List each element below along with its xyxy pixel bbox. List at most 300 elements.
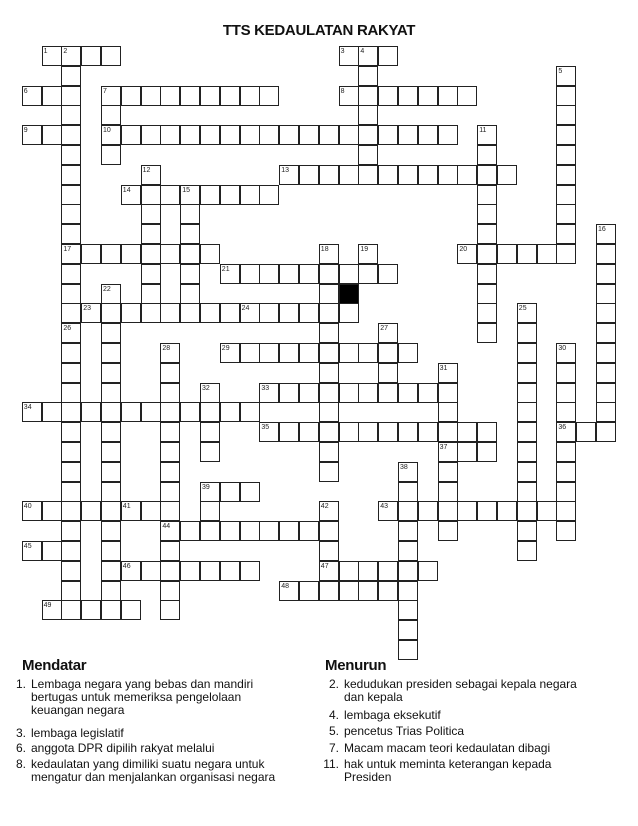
grid-cell[interactable] — [101, 244, 121, 264]
grid-cell[interactable] — [438, 383, 458, 403]
grid-cell[interactable] — [180, 86, 200, 106]
grid-cell[interactable] — [556, 363, 576, 383]
grid-cell[interactable] — [378, 383, 398, 403]
grid-cell[interactable] — [358, 422, 378, 442]
grid-cell[interactable] — [220, 561, 240, 581]
grid-cell[interactable] — [240, 561, 260, 581]
grid-cell[interactable] — [61, 561, 81, 581]
grid-cell[interactable] — [596, 343, 616, 363]
grid-cell[interactable] — [299, 125, 319, 145]
grid-cell[interactable] — [160, 422, 180, 442]
grid-cell[interactable] — [398, 501, 418, 521]
grid-cell[interactable] — [220, 86, 240, 106]
grid-cell[interactable] — [438, 521, 458, 541]
clue-number: 7 — [103, 87, 107, 95]
grid-cell[interactable] — [61, 422, 81, 442]
grid-cell[interactable] — [358, 383, 378, 403]
grid-cell[interactable] — [477, 264, 497, 284]
grid-cell[interactable] — [477, 185, 497, 205]
grid-cell[interactable] — [299, 383, 319, 403]
grid-cell[interactable] — [378, 165, 398, 185]
grid-cell[interactable] — [141, 402, 161, 422]
grid-cell[interactable] — [339, 125, 359, 145]
grid-cell[interactable] — [418, 86, 438, 106]
grid-cell[interactable] — [398, 541, 418, 561]
grid-cell[interactable] — [358, 66, 378, 86]
grid-cell[interactable] — [81, 46, 101, 66]
grid-cell[interactable] — [61, 185, 81, 205]
grid-cell[interactable] — [61, 165, 81, 185]
grid-cell[interactable] — [319, 383, 339, 403]
grid-cell[interactable] — [299, 264, 319, 284]
grid-cell[interactable] — [141, 185, 161, 205]
grid-cell[interactable] — [556, 383, 576, 403]
grid-cell[interactable] — [101, 482, 121, 502]
grid-cell[interactable] — [398, 86, 418, 106]
grid-cell[interactable] — [180, 244, 200, 264]
grid-cell[interactable] — [180, 224, 200, 244]
grid-cell[interactable] — [180, 264, 200, 284]
grid-cell[interactable] — [61, 402, 81, 422]
grid-cell[interactable] — [299, 422, 319, 442]
grid-cell[interactable] — [339, 581, 359, 601]
grid-cell[interactable] — [596, 363, 616, 383]
grid-cell[interactable] — [61, 264, 81, 284]
grid-cell[interactable] — [319, 125, 339, 145]
grid-cell[interactable] — [61, 343, 81, 363]
grid-cell[interactable] — [180, 303, 200, 323]
grid-cell[interactable] — [200, 521, 220, 541]
grid-cell[interactable] — [200, 561, 220, 581]
grid-cell[interactable] — [259, 343, 279, 363]
grid-cell[interactable] — [101, 46, 121, 66]
grid-cell[interactable] — [596, 383, 616, 403]
grid-cell[interactable] — [457, 422, 477, 442]
grid-cell[interactable] — [160, 383, 180, 403]
grid-cell[interactable] — [101, 422, 121, 442]
grid-cell[interactable] — [121, 600, 141, 620]
grid-cell[interactable] — [121, 402, 141, 422]
grid-cell[interactable] — [457, 442, 477, 462]
grid-cell[interactable] — [556, 482, 576, 502]
grid-cell[interactable] — [101, 501, 121, 521]
grid-cell[interactable] — [81, 501, 101, 521]
grid-cell[interactable] — [477, 224, 497, 244]
grid-cell[interactable] — [517, 462, 537, 482]
grid-cell[interactable] — [497, 501, 517, 521]
grid-cell[interactable] — [339, 561, 359, 581]
grid-cell[interactable] — [160, 581, 180, 601]
grid-cell[interactable] — [556, 145, 576, 165]
grid-cell[interactable] — [339, 422, 359, 442]
grid-cell[interactable] — [438, 422, 458, 442]
grid-cell[interactable] — [160, 86, 180, 106]
grid-cell[interactable] — [517, 244, 537, 264]
grid-cell[interactable] — [596, 284, 616, 304]
grid-cell[interactable] — [160, 482, 180, 502]
grid-cell[interactable] — [339, 343, 359, 363]
grid-cell[interactable] — [477, 323, 497, 343]
grid-cell[interactable] — [220, 521, 240, 541]
grid-cell[interactable] — [556, 244, 576, 264]
grid-cell[interactable] — [418, 422, 438, 442]
grid-cell[interactable] — [279, 303, 299, 323]
grid-cell[interactable] — [378, 125, 398, 145]
grid-cell[interactable] — [200, 422, 220, 442]
grid-cell[interactable] — [358, 581, 378, 601]
grid-cell[interactable] — [259, 185, 279, 205]
grid-cell[interactable] — [556, 521, 576, 541]
grid-cell[interactable] — [141, 244, 161, 264]
grid-cell[interactable] — [319, 303, 339, 323]
grid-cell[interactable] — [81, 600, 101, 620]
grid-cell[interactable] — [101, 303, 121, 323]
grid-cell[interactable] — [101, 402, 121, 422]
grid-cell[interactable] — [398, 165, 418, 185]
grid-cell[interactable] — [160, 244, 180, 264]
grid-cell[interactable] — [556, 501, 576, 521]
grid-cell[interactable] — [398, 620, 418, 640]
grid-cell[interactable] — [596, 303, 616, 323]
grid-cell[interactable] — [160, 303, 180, 323]
grid-cell[interactable] — [358, 165, 378, 185]
grid-cell[interactable] — [61, 581, 81, 601]
grid-cell[interactable] — [358, 343, 378, 363]
grid-cell[interactable] — [61, 482, 81, 502]
grid-cell[interactable] — [457, 501, 477, 521]
grid-cell[interactable] — [101, 442, 121, 462]
grid-cell[interactable] — [398, 383, 418, 403]
grid-cell[interactable] — [556, 165, 576, 185]
grid-cell[interactable] — [378, 561, 398, 581]
grid-cell[interactable] — [517, 482, 537, 502]
grid-cell[interactable] — [596, 244, 616, 264]
grid-cell[interactable] — [160, 402, 180, 422]
grid-cell[interactable] — [299, 165, 319, 185]
grid-cell[interactable] — [319, 323, 339, 343]
grid-cell[interactable] — [596, 264, 616, 284]
grid-cell[interactable] — [398, 343, 418, 363]
grid-cell[interactable] — [101, 343, 121, 363]
grid-cell[interactable] — [61, 363, 81, 383]
grid-cell[interactable] — [81, 244, 101, 264]
grid-cell[interactable] — [101, 105, 121, 125]
grid-cell[interactable] — [279, 521, 299, 541]
grid-cell[interactable] — [200, 303, 220, 323]
grid-cell[interactable] — [160, 561, 180, 581]
grid-cell[interactable] — [556, 224, 576, 244]
grid-cell[interactable] — [556, 462, 576, 482]
grid-cell[interactable] — [240, 343, 260, 363]
grid-cell[interactable] — [319, 402, 339, 422]
grid-cell[interactable] — [101, 581, 121, 601]
grid-cell[interactable] — [438, 165, 458, 185]
grid-cell[interactable] — [279, 422, 299, 442]
grid-cell[interactable] — [200, 185, 220, 205]
grid-cell[interactable] — [141, 303, 161, 323]
grid-cell[interactable] — [180, 125, 200, 145]
grid-cell[interactable] — [299, 343, 319, 363]
grid-cell[interactable] — [42, 402, 62, 422]
grid-cell[interactable] — [418, 501, 438, 521]
grid-cell[interactable] — [358, 561, 378, 581]
grid-cell[interactable] — [319, 581, 339, 601]
grid-cell[interactable] — [61, 66, 81, 86]
grid-cell[interactable] — [200, 442, 220, 462]
grid-cell[interactable] — [556, 86, 576, 106]
grid-cell[interactable] — [556, 105, 576, 125]
grid-cell[interactable] — [418, 125, 438, 145]
grid-cell[interactable] — [279, 383, 299, 403]
grid-cell[interactable] — [438, 402, 458, 422]
grid-cell[interactable] — [141, 264, 161, 284]
grid-cell[interactable] — [240, 402, 260, 422]
grid-cell[interactable] — [477, 422, 497, 442]
grid-cell[interactable] — [517, 363, 537, 383]
grid-cell[interactable] — [61, 521, 81, 541]
grid-cell[interactable] — [339, 165, 359, 185]
grid-cell[interactable] — [497, 244, 517, 264]
grid-cell[interactable] — [160, 185, 180, 205]
grid-cell[interactable] — [61, 105, 81, 125]
grid-cell[interactable] — [160, 541, 180, 561]
grid-cell[interactable] — [319, 521, 339, 541]
grid-cell[interactable] — [259, 303, 279, 323]
grid-cell[interactable] — [259, 264, 279, 284]
grid-cell[interactable] — [398, 521, 418, 541]
grid-cell[interactable] — [42, 541, 62, 561]
grid-cell[interactable] — [299, 303, 319, 323]
grid-cell[interactable] — [339, 264, 359, 284]
grid-cell[interactable] — [101, 145, 121, 165]
grid-cell[interactable] — [141, 501, 161, 521]
grid-cell[interactable] — [141, 224, 161, 244]
grid-cell[interactable] — [457, 86, 477, 106]
grid-cell[interactable] — [101, 541, 121, 561]
grid-cell[interactable] — [101, 600, 121, 620]
grid-cell[interactable] — [220, 125, 240, 145]
grid-cell[interactable] — [101, 363, 121, 383]
grid-cell[interactable] — [477, 284, 497, 304]
grid-cell[interactable] — [141, 204, 161, 224]
grid-cell[interactable] — [537, 501, 557, 521]
grid-cell[interactable] — [438, 86, 458, 106]
grid-cell[interactable] — [279, 343, 299, 363]
grid-cell[interactable] — [121, 244, 141, 264]
grid-cell[interactable] — [220, 402, 240, 422]
grid-cell[interactable] — [180, 561, 200, 581]
grid-cell[interactable] — [418, 383, 438, 403]
grid-cell[interactable] — [160, 442, 180, 462]
grid-cell[interactable] — [517, 501, 537, 521]
grid-cell[interactable] — [160, 363, 180, 383]
grid-cell[interactable] — [358, 145, 378, 165]
grid-cell[interactable] — [141, 284, 161, 304]
grid-cell[interactable] — [398, 125, 418, 145]
grid-cell[interactable] — [200, 402, 220, 422]
grid-cell[interactable] — [160, 600, 180, 620]
grid-cell[interactable] — [61, 125, 81, 145]
grid-cell[interactable] — [240, 125, 260, 145]
grid-cell[interactable] — [358, 125, 378, 145]
grid-cell[interactable] — [378, 46, 398, 66]
grid-cell[interactable] — [180, 204, 200, 224]
grid-cell[interactable] — [240, 521, 260, 541]
grid-cell[interactable] — [596, 323, 616, 343]
grid-cell[interactable] — [358, 86, 378, 106]
grid-cell[interactable] — [61, 541, 81, 561]
grid-cell[interactable] — [319, 165, 339, 185]
grid-cell[interactable] — [279, 264, 299, 284]
grid-cell[interactable] — [517, 343, 537, 363]
grid-cell[interactable] — [141, 125, 161, 145]
grid-cell[interactable] — [438, 125, 458, 145]
grid-cell[interactable] — [438, 501, 458, 521]
grid-cell[interactable] — [378, 343, 398, 363]
grid-cell[interactable] — [180, 284, 200, 304]
grid-cell[interactable] — [61, 462, 81, 482]
grid-cell[interactable] — [61, 501, 81, 521]
grid-cell[interactable] — [477, 501, 497, 521]
grid-cell[interactable] — [477, 165, 497, 185]
grid-cell[interactable] — [517, 383, 537, 403]
grid-cell[interactable] — [477, 303, 497, 323]
grid-cell[interactable] — [596, 402, 616, 422]
grid-cell[interactable] — [121, 303, 141, 323]
grid-cell[interactable] — [61, 86, 81, 106]
grid-cell[interactable] — [121, 125, 141, 145]
grid-cell[interactable] — [398, 640, 418, 660]
grid-cell[interactable] — [220, 303, 240, 323]
grid-cell[interactable] — [240, 264, 260, 284]
grid-cell[interactable] — [141, 561, 161, 581]
grid-cell[interactable] — [240, 482, 260, 502]
grid-cell[interactable] — [319, 442, 339, 462]
clue-number: 18 — [320, 246, 329, 253]
grid-cell[interactable] — [259, 521, 279, 541]
grid-cell[interactable] — [101, 561, 121, 581]
grid-cell[interactable] — [101, 323, 121, 343]
grid-cell[interactable] — [240, 86, 260, 106]
grid-cell[interactable] — [141, 86, 161, 106]
grid-cell[interactable] — [556, 204, 576, 224]
grid-cell[interactable] — [61, 600, 81, 620]
grid-cell[interactable] — [517, 521, 537, 541]
grid-cell[interactable] — [200, 501, 220, 521]
grid-cell[interactable] — [299, 521, 319, 541]
grid-cell[interactable] — [418, 165, 438, 185]
grid-cell[interactable] — [398, 600, 418, 620]
grid-cell[interactable] — [259, 125, 279, 145]
grid-cell[interactable] — [200, 86, 220, 106]
grid-cell[interactable] — [378, 264, 398, 284]
grid-cell[interactable] — [556, 185, 576, 205]
grid-cell[interactable] — [358, 264, 378, 284]
grid-cell[interactable] — [299, 581, 319, 601]
grid-cell[interactable] — [61, 442, 81, 462]
grid-cell[interactable] — [42, 86, 62, 106]
grid-cell[interactable] — [61, 383, 81, 403]
grid-cell[interactable] — [438, 482, 458, 502]
grid-cell[interactable] — [319, 264, 339, 284]
grid-cell[interactable] — [101, 462, 121, 482]
grid-cell[interactable] — [556, 402, 576, 422]
grid-cell[interactable] — [576, 422, 596, 442]
grid-cell[interactable] — [160, 462, 180, 482]
grid-cell[interactable] — [517, 442, 537, 462]
grid-cell[interactable] — [556, 442, 576, 462]
grid-cell[interactable] — [81, 402, 101, 422]
grid-cell[interactable] — [418, 561, 438, 581]
grid-cell[interactable] — [42, 125, 62, 145]
grid-cell[interactable] — [61, 145, 81, 165]
grid-cell[interactable] — [378, 422, 398, 442]
clue-number: 2 — [63, 48, 68, 55]
grid-cell[interactable] — [378, 363, 398, 383]
grid-cell[interactable] — [101, 521, 121, 541]
grid-cell[interactable] — [160, 501, 180, 521]
grid-cell[interactable] — [596, 422, 616, 442]
grid-cell[interactable] — [457, 165, 477, 185]
grid-cell[interactable] — [477, 145, 497, 165]
grid-cell[interactable] — [477, 244, 497, 264]
grid-cell[interactable] — [477, 442, 497, 462]
grid-cell[interactable] — [477, 204, 497, 224]
grid-cell[interactable] — [200, 244, 220, 264]
grid-cell[interactable] — [517, 541, 537, 561]
grid-cell[interactable] — [61, 284, 81, 304]
grid-cell[interactable] — [259, 86, 279, 106]
grid-cell[interactable] — [378, 86, 398, 106]
grid-cell[interactable] — [101, 383, 121, 403]
grid-cell[interactable] — [61, 303, 81, 323]
grid-cell[interactable] — [160, 125, 180, 145]
grid-cell[interactable] — [319, 284, 339, 304]
grid-cell[interactable] — [61, 224, 81, 244]
grid-cell[interactable] — [556, 125, 576, 145]
grid-cell[interactable] — [438, 462, 458, 482]
grid-cell[interactable] — [319, 462, 339, 482]
grid-cell[interactable] — [339, 383, 359, 403]
grid-cell[interactable] — [121, 86, 141, 106]
grid-cell[interactable] — [61, 204, 81, 224]
grid-cell[interactable] — [319, 343, 339, 363]
grid-cell[interactable] — [220, 482, 240, 502]
grid-cell[interactable] — [517, 323, 537, 343]
grid-cell[interactable] — [200, 125, 220, 145]
grid-cell[interactable] — [517, 422, 537, 442]
grid-cell[interactable] — [42, 501, 62, 521]
grid-cell[interactable] — [378, 581, 398, 601]
grid-cell[interactable] — [180, 521, 200, 541]
grid-cell[interactable] — [319, 363, 339, 383]
grid-cell[interactable] — [358, 105, 378, 125]
grid-cell[interactable] — [517, 402, 537, 422]
grid-cell[interactable] — [180, 402, 200, 422]
grid-cell[interactable] — [398, 581, 418, 601]
grid-cell[interactable] — [398, 561, 418, 581]
grid-cell[interactable] — [220, 185, 240, 205]
grid-cell[interactable] — [398, 422, 418, 442]
grid-cell[interactable] — [240, 185, 260, 205]
grid-cell[interactable] — [537, 244, 557, 264]
grid-cell[interactable] — [279, 125, 299, 145]
grid-cell[interactable] — [497, 165, 517, 185]
grid-cell[interactable] — [319, 541, 339, 561]
grid-cell[interactable] — [319, 422, 339, 442]
grid-cell[interactable] — [339, 303, 359, 323]
grid-cell[interactable] — [398, 482, 418, 502]
